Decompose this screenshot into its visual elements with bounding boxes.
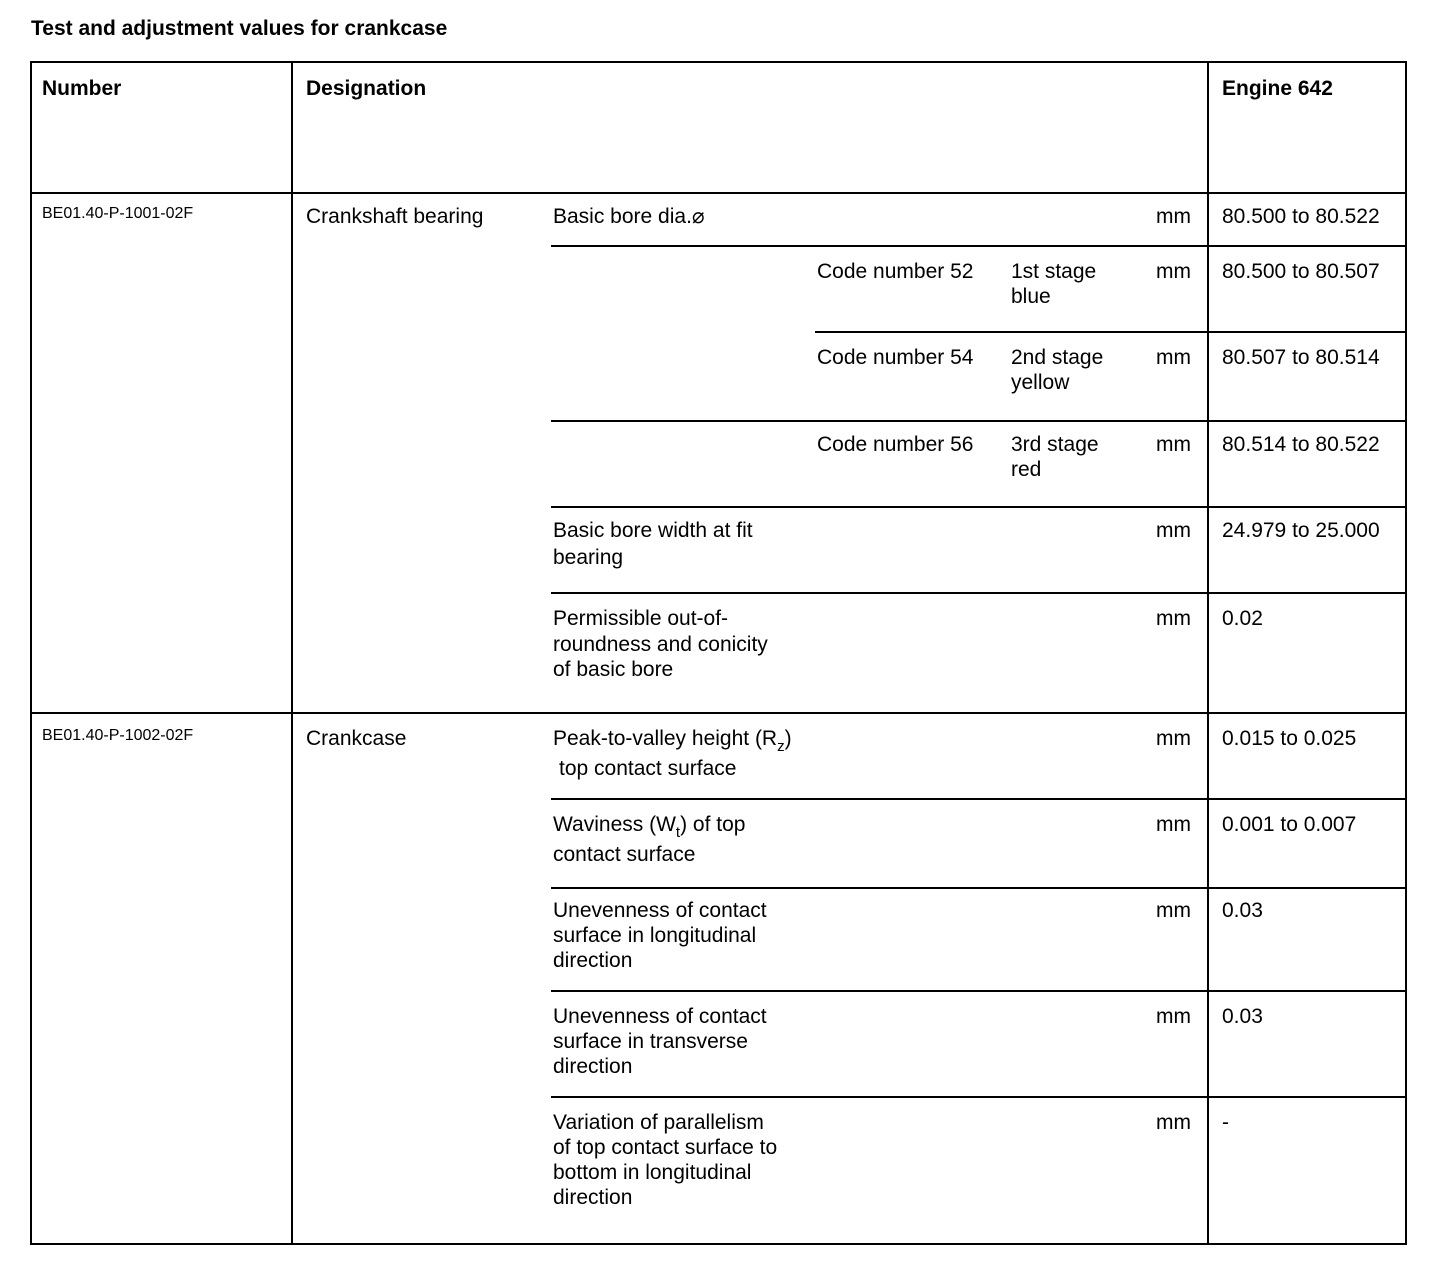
code-number: Code number 56	[817, 433, 974, 456]
unit: mm	[1156, 813, 1191, 836]
unit: mm	[1156, 205, 1191, 228]
row-label: Waviness $(W_t)$ of top	[553, 813, 746, 841]
row-label: Peak-to-valley height $(R_z)$	[553, 727, 792, 755]
value: 80.500 to 80.507	[1222, 260, 1380, 283]
value: -	[1222, 1111, 1229, 1134]
value: 24.979 to 25.000	[1222, 519, 1380, 542]
row-label: surface in longitudinal	[553, 924, 757, 947]
row-label: surface in transverse	[553, 1030, 748, 1053]
row-label: contact surface	[553, 843, 696, 866]
row-divider	[551, 798, 1407, 800]
group-number: BE01.40-P-1001-02F	[42, 205, 194, 222]
value: 0.03	[1222, 899, 1263, 922]
stage-color: yellow	[1011, 371, 1070, 394]
value: 0.02	[1222, 607, 1263, 630]
unit: mm	[1156, 519, 1191, 542]
unit: mm	[1156, 899, 1191, 922]
table-border-bottom	[30, 1243, 1407, 1245]
row-label: roundness and conicity	[553, 633, 768, 656]
row-label: direction	[553, 1186, 633, 1209]
value: 80.507 to 80.514	[1222, 346, 1380, 369]
row-label: direction	[553, 1055, 633, 1078]
row-label: Basic bore width at fit	[553, 519, 753, 542]
column-divider-number	[291, 61, 293, 1245]
table-border-left	[30, 61, 32, 1245]
page-title: Test and adjustment values for crankcase	[31, 17, 448, 40]
unit: mm	[1156, 346, 1191, 369]
header-divider	[30, 192, 1407, 194]
row-label: direction	[553, 949, 633, 972]
value: 0.03	[1222, 1005, 1263, 1028]
code-number: Code number 54	[817, 346, 974, 369]
row-label: Permissible out-of-	[553, 607, 729, 630]
group-designation: Crankcase	[306, 727, 407, 750]
stage-color: red	[1011, 458, 1042, 481]
row-label: Unevenness of contact	[553, 899, 767, 922]
stage-color: blue	[1011, 285, 1051, 308]
header-engine: Engine 642	[1222, 77, 1333, 100]
code-number: Code number 52	[817, 260, 974, 283]
row-divider	[551, 1096, 1407, 1098]
value: 80.500 to 80.522	[1222, 205, 1380, 228]
header-designation: Designation	[306, 77, 427, 100]
unit: mm	[1156, 260, 1191, 283]
group-number: BE01.40-P-1002-02F	[42, 727, 194, 744]
value: 0.015 to 0.025	[1222, 727, 1357, 750]
row-label: bearing	[553, 546, 624, 569]
row-label: of top contact surface to	[553, 1136, 778, 1159]
unit: mm	[1156, 607, 1191, 630]
unit: mm	[1156, 1005, 1191, 1028]
row-label: Unevenness of contact	[553, 1005, 767, 1028]
group-divider	[30, 712, 1407, 714]
row-label: Variation of parallelism	[553, 1111, 764, 1134]
stage: 2nd stage	[1011, 346, 1104, 369]
value: 80.514 to 80.522	[1222, 433, 1380, 456]
value: 0.001 to 0.007	[1222, 813, 1357, 836]
row-divider	[815, 331, 1407, 333]
row-label: top contact surface	[559, 757, 737, 780]
stage: 3rd stage	[1011, 433, 1099, 456]
column-divider-engine	[1207, 61, 1209, 1245]
row-divider	[551, 420, 1407, 422]
stage: 1st stage	[1011, 260, 1097, 283]
row-label: bottom in longitudinal	[553, 1161, 752, 1184]
header-number: Number	[42, 77, 122, 100]
row-divider	[551, 887, 1407, 889]
row-label: of basic bore	[553, 658, 674, 681]
row-divider	[551, 245, 1407, 247]
row-label: Basic bore dia.⌀	[553, 205, 705, 228]
unit: mm	[1156, 727, 1191, 750]
row-divider	[551, 506, 1407, 508]
row-divider	[551, 990, 1407, 992]
unit: mm	[1156, 1111, 1191, 1134]
group-designation: Crankshaft bearing	[306, 205, 484, 228]
table-border-right	[1405, 61, 1407, 1245]
unit: mm	[1156, 433, 1191, 456]
table-border-top	[30, 61, 1407, 63]
row-divider	[551, 592, 1407, 594]
